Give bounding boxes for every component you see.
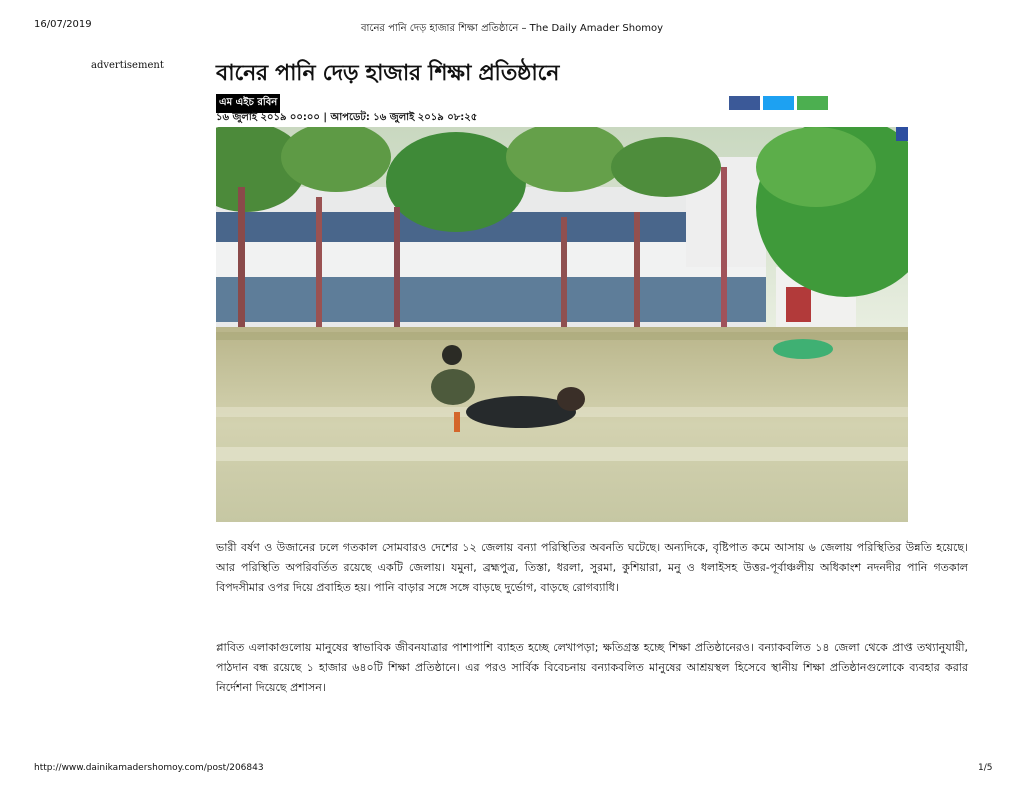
print-page-title: বানের পানি দেড় হাজার শিক্ষা প্রতিষ্ঠানে – The Daily Amader Shomoy	[360, 23, 664, 34]
twitter-share-button[interactable]	[763, 96, 794, 110]
article-headline: বানের পানি দেড় হাজার শিক্ষা প্রতিষ্ঠানে	[216, 61, 560, 86]
facebook-share-button[interactable]	[729, 96, 760, 110]
page-number: 1/5	[978, 763, 993, 773]
share-button[interactable]	[797, 96, 828, 110]
flood-photo	[216, 127, 908, 522]
footer-url[interactable]: http://www.dainikamadershomoy.com/post/206843	[34, 763, 264, 773]
article-paragraph: প্লাবিত এলাকাগুলোয় মানুষের স্বাভাবিক জীবনযাত্রার পাশাপাশি ব্যাহত হচ্ছে লেখাপড়া; ক্ষতিগ্রস্ত হচ্ছে শিক্ষা প্রতিষ্ঠানেরও। বন্যাকবলিত ১৪ জেলা থেকে প্রাপ্ত তথ্যানুযায়ী, পাঠদান বন্ধ রয়েছে ১ হাজার ৬৪০টি শিক্ষা প্রতিষ্ঠানে। এর পরও সার্বিক বিবেচনায় বন্যাকবলিত মানুষের আশ্রয়স্থল হিসেবে স্থানীয় শিক্ষা প্রতিষ্ঠানগুলোকে ব্যবহার করার নির্দেশনা দিয়েছে প্রশাসন।	[216, 641, 968, 694]
advertisement-label: advertisement	[91, 60, 164, 71]
article-paragraph: ভারী বর্ষণ ও উজানের ঢলে গতকাল সোমবারও দেশের ১২ জেলায় বন্যা পরিস্থিতির অবনতি ঘটেছে। অন্যদিকে, বৃষ্টিপাত কমে আসায় ৬ জেলায় পরিস্থিতির উন্নতি হয়েছে। আর পরিস্থিতি অপরিবর্তিত রয়েছে একটি জেলায়। যমুনা, ব্রহ্মপুত্র, তিস্তা, ধরলা, সুরমা, কুশিয়ারা, মনু ও ধলাইসহ উত্তর-পূর্বাঞ্চলীয় অধিকাংশ নদনদীর পানি গতকাল বিপদসীমার ওপর দিয়ে প্রবাহিত হয়। পানি বাড়ার সঙ্গে সঙ্গে বাড়ছে দুর্ভোগ, বাড়ছে রোগব্যাধি।	[216, 541, 968, 594]
print-date: 16/07/2019	[34, 19, 92, 30]
author-badge[interactable]: এম এইচ রবিন	[216, 94, 280, 113]
article-dateline: ১৬ জুলাই ২০১৯ ০০:০০ | আপডেট: ১৬ জুলাই ২০১৯ ০৮:২৫	[216, 112, 478, 123]
